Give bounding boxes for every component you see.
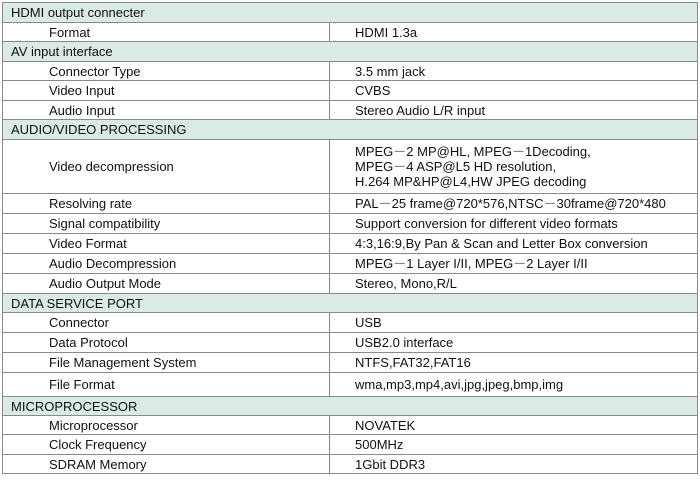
spec-value [330, 274, 698, 294]
section-header [3, 397, 698, 416]
spec-value-line: Stereo, Mono,R/L [355, 276, 457, 291]
spec-row [3, 23, 698, 42]
spec-label: Signal compatibility [3, 214, 330, 234]
spec-value-line: 4:3,16:9,By Pan & Scan and Letter Box conversion [355, 236, 648, 251]
spec-value-line: H.264 MP&HP@L4,HW JPEG decoding [355, 174, 587, 189]
spec-row [3, 214, 698, 234]
spec-row [3, 101, 698, 120]
spec-row [3, 455, 698, 474]
section-title: DATA SERVICE PORT [3, 294, 698, 313]
spec-row [3, 140, 698, 194]
spec-value [330, 81, 698, 101]
spec-value-line: 3.5 mm jack [355, 63, 426, 79]
spec-value-line: Support conversion for different video formats [355, 216, 618, 231]
spec-row [3, 333, 698, 353]
spec-label: Audio Input [3, 101, 330, 120]
spec-row [3, 194, 698, 214]
section-title: AV input interface [3, 42, 698, 62]
spec-row [3, 373, 698, 397]
spec-value-line: wma,mp3,mp4,avi,jpg,jpeg,bmp,img [355, 377, 564, 392]
spec-value-line: MPEG－4 ASP@L5 HD resolution, [355, 159, 557, 174]
section-title: MICROPROCESSOR [3, 397, 698, 416]
spec-value [330, 353, 698, 373]
section-title: HDMI output connecter [3, 3, 698, 23]
spec-value [330, 333, 698, 353]
spec-value-line: NOVATEK [355, 417, 416, 433]
spec-value [330, 140, 698, 194]
spec-value [330, 435, 698, 455]
spec-row [3, 81, 698, 101]
spec-row [3, 353, 698, 373]
spec-row [3, 234, 698, 254]
spec-label: Audio Output Mode [3, 274, 330, 294]
spec-value-line: MPEG－1 Layer I/II, MPEG－2 Layer I/II [355, 256, 588, 271]
spec-value [330, 254, 698, 274]
spec-value-line: PAL－25 frame@720*576,NTSC－30frame@720*480 [355, 196, 666, 211]
spec-value-line: CVBS [355, 83, 391, 98]
spec-value [330, 416, 698, 435]
spec-label: File Format [3, 373, 330, 397]
spec-label: Connector [3, 313, 330, 333]
spec-label: Audio Decompression [3, 254, 330, 274]
spec-label: File Management System [3, 353, 330, 373]
section-header [3, 120, 698, 140]
spec-row [3, 435, 698, 455]
section-header [3, 42, 698, 62]
spec-value-line: Stereo Audio L/R input [355, 102, 486, 118]
spec-value-line: 500MHz [355, 437, 404, 452]
spec-table-body [3, 3, 698, 474]
spec-label: Microprocessor [3, 416, 330, 435]
spec-row [3, 254, 698, 274]
spec-row [3, 416, 698, 435]
spec-value-line: MPEG－2 MP@HL, MPEG－1Decoding, [355, 144, 591, 159]
spec-label: Connector Type [3, 62, 330, 81]
spec-value [330, 214, 698, 234]
spec-value [330, 313, 698, 333]
spec-label: Video Input [3, 81, 330, 101]
section-title: AUDIO/VIDEO PROCESSING [3, 120, 698, 140]
spec-value [330, 455, 698, 474]
spec-row [3, 313, 698, 333]
spec-value [330, 373, 698, 397]
spec-value [330, 62, 698, 81]
spec-value-line: USB2.0 interface [355, 335, 454, 350]
section-header [3, 3, 698, 23]
spec-value-line: HDMI 1.3a [355, 24, 418, 40]
spec-label: Resolving rate [3, 194, 330, 214]
spec-label: Format [3, 23, 330, 42]
spec-label: Data Protocol [3, 333, 330, 353]
spec-value-line: NTFS,FAT32,FAT16 [355, 355, 471, 370]
spec-row [3, 62, 698, 81]
spec-value [330, 23, 698, 42]
spec-row [3, 274, 698, 294]
spec-label: Video decompression [3, 140, 330, 194]
spec-table [2, 2, 698, 474]
spec-label: Video Format [3, 234, 330, 254]
spec-value [330, 101, 698, 120]
spec-value-line: USB [355, 315, 382, 330]
spec-value-line: 1Gbit DDR3 [355, 456, 426, 472]
spec-value [330, 234, 698, 254]
spec-label: SDRAM Memory [3, 455, 330, 474]
spec-label: Clock Frequency [3, 435, 330, 455]
section-header [3, 294, 698, 313]
spec-value [330, 194, 698, 214]
